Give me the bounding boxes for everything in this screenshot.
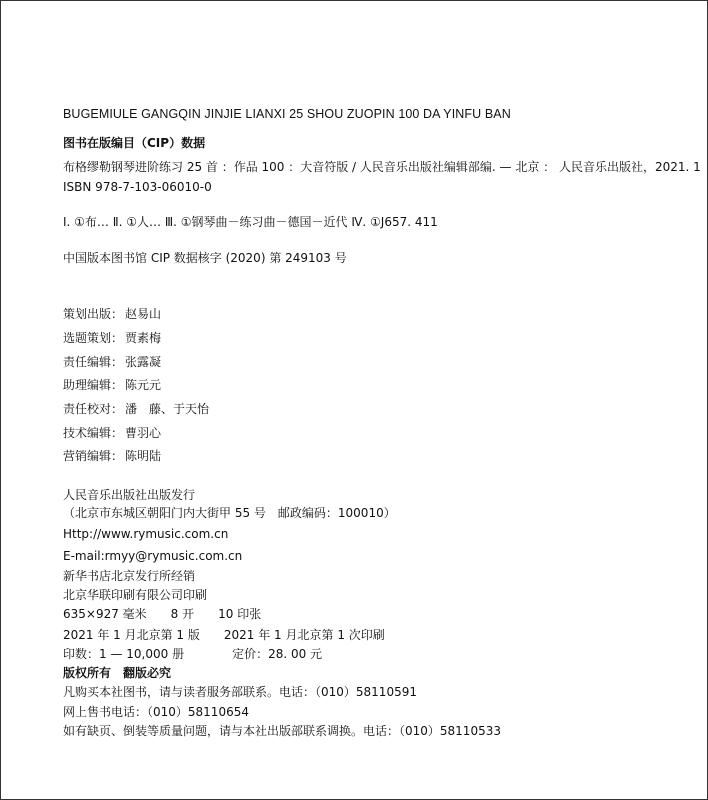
credit-name: 潘 藤、于天怡 xyxy=(125,402,210,416)
credit-role: 助理编辑： xyxy=(63,378,124,392)
publisher-address: （北京市东城区朝阳门内大街甲 55 号 邮政编码：100010） xyxy=(63,506,396,520)
credit-name: 曹羽心 xyxy=(125,426,162,440)
credit-row xyxy=(63,355,161,369)
credit-name: 张露凝 xyxy=(125,355,162,369)
credit-row xyxy=(63,331,161,345)
credit-role: 责任校对： xyxy=(63,402,124,416)
printer: 北京华联印刷有限公司印刷 xyxy=(63,588,208,602)
credit-name: 贾素梅 xyxy=(125,331,162,345)
publisher-website: Http://www.rymusic.com.cn xyxy=(63,527,229,541)
credit-role: 选题策划： xyxy=(63,331,124,345)
credit-role: 策划出版： xyxy=(63,307,124,321)
credit-role: 技术编辑： xyxy=(63,426,124,440)
credit-role: 营销编辑： xyxy=(63,449,124,463)
credit-role: 责任编辑： xyxy=(63,355,124,369)
classification: Ⅰ. ①布… Ⅱ. ①人… Ⅲ. ①钢琴曲－练习曲－德国－近代 Ⅳ. ①J657. 411 xyxy=(63,215,438,229)
cip-core-number: 中国版本图书馆 CIP 数据核字 (2020) 第 249103 号 xyxy=(63,251,347,265)
credit-name: 陈元元 xyxy=(125,378,162,392)
copyright-notice: 版权所有 翻版必究 xyxy=(63,666,172,680)
credit-row xyxy=(63,426,161,440)
publisher-email: E-mail:rmyy@rymusic.com.cn xyxy=(63,549,243,563)
title-romanization: BUGEMIULE GANGQIN JINJIE LIANXI 25 SHOU ZUOPIN 100 DA YINFU BAN xyxy=(63,107,511,121)
edition-info: 2021 年 1 月北京第 1 版 2021 年 1 月北京第 1 次印刷 xyxy=(63,628,385,642)
reader-service-contact: 凡购买本社图书，请与读者服务部联系。电话：（010）58110591 xyxy=(63,685,417,699)
credit-row xyxy=(63,449,161,463)
cip-heading: 图书在版编目（CIP）数据 xyxy=(63,136,206,150)
credit-name: 陈明陆 xyxy=(125,449,162,463)
online-sales-contact: 网上售书电话：（010）58110654 xyxy=(63,705,249,719)
credit-row xyxy=(63,402,209,416)
print-run-price: 印数：1 — 10,000 册 定价：28. 00 元 xyxy=(63,647,323,661)
publisher-name: 人民音乐出版社出版发行 xyxy=(63,488,196,502)
credit-name: 赵易山 xyxy=(125,307,162,321)
distributor: 新华书店北京发行所经销 xyxy=(63,569,196,583)
format-spec: 635×927 毫米 8 开 10 印张 xyxy=(63,607,262,621)
credit-row xyxy=(63,378,161,392)
cip-description: 布格缪勒钢琴进阶练习 25 首 ：作品 100 ：大音符版 / 人民音乐出版社编辑部编. — 北京 ： 人民音乐出版社，2021. 1 xyxy=(63,160,701,174)
credit-row xyxy=(63,307,161,321)
isbn: ISBN 978-7-103-06010-0 xyxy=(63,180,212,194)
defects-contact: 如有缺页、倒装等质量问题，请与本社出版部联系调换。电话：（010）58110533 xyxy=(63,724,501,738)
